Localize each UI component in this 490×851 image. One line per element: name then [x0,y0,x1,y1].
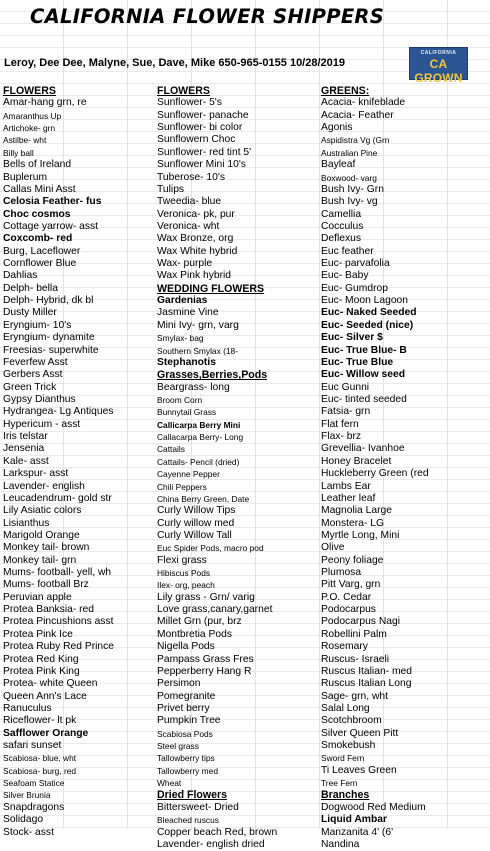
list-item: Leucadendrum- gold str [3,492,112,504]
list-item: Larkspur- asst [3,468,69,480]
list-item: Riceflower- lt pk [3,715,77,727]
list-item: Jasmine Vine [157,307,219,319]
list-item: Iris telstar [3,431,48,443]
list-item: Deflexus [321,233,362,245]
list-item: Astilbe- wht [3,135,47,146]
list-item: Eryngium- 10's [3,319,72,331]
list-item: Callicarpa Berry Mini [157,419,241,430]
list-item: Silver Brunia [3,790,51,801]
list-item: Scabiosa Pods [157,728,213,739]
list-item: Flat fern [321,418,359,430]
section-heading: FLOWERS [3,85,56,97]
list-item: Bittersweet- Dried [157,801,239,813]
list-item: Wax- purple [157,258,213,270]
list-item: Smylax- bag [157,333,204,344]
list-item: Scabiosa- blue, wht [3,753,77,764]
list-item: Liquid Ambar [321,814,387,826]
list-item: Cattails- Pencil (dried) [157,456,240,467]
list-item: Smokebush [321,740,376,752]
list-item: Nigella Pods [157,641,215,653]
list-item: Stephanotis [157,356,216,368]
list-item: Cattails [157,444,185,455]
list-item: Steel grass [157,741,199,752]
list-item: Bunnytail Grass [157,407,217,418]
list-item: Euc Gunni [321,381,370,393]
list-item: Cocculus [321,220,364,232]
list-item: Scabiosa- burg, red [3,765,77,776]
list-item: Montbretia Pods [157,628,232,640]
list-item: Freesias- superwhite [3,344,99,356]
list-item: Ruscus Italian Long [321,678,412,690]
list-item: Sage- grn, wht [321,690,388,702]
list-item: Protea Banksia- red [3,604,95,616]
logo-top-text: CALIFORNIA [420,50,457,56]
list-item: China Berry Green, Date [157,493,250,504]
list-item: Gerbers Asst [3,369,63,381]
list-item: Pepperberry Hang R [157,665,252,677]
list-item: Euc- Seeded (nice) [321,319,414,331]
list-item: Euc- True Blue [321,356,394,368]
list-item: Tree Fern [321,778,358,789]
list-item: Billy ball [3,147,34,158]
list-item: Persimon [157,678,201,690]
list-item: Acacia- Feather [321,109,394,121]
list-item: Kale- asst [3,455,49,467]
list-item: Stock- asst [3,826,54,838]
list-item: Snapdragons [3,801,65,813]
list-item: Euc- Gumdrop [321,282,388,294]
section-heading: WEDDING FLOWERS [157,282,265,295]
list-item: Wheat [157,778,182,789]
list-item: Jensenia [3,443,45,455]
list-item: Flexi grass [157,554,207,566]
list-item: Gypsy Dianthus [3,393,76,405]
list-item: Pomegranite [157,690,216,702]
list-item: Callacarpa Berry- Long [157,432,244,443]
list-item: Monstera- LG [321,517,384,529]
list-item: Rosemary [321,641,368,653]
list-item: Protea Pink Ice [3,628,73,640]
list-item: Salal Long [321,702,370,714]
list-item: Plumosa [321,567,362,579]
list-item: Protea- white Queen [3,678,98,690]
list-item: Tweedia- blue [157,196,222,208]
list-item: Dahlias [3,270,38,282]
list-item: Euc feather [321,245,374,257]
list-item: Delph- Hybrid, dk bl [3,295,94,307]
list-item: Lily grass - Grn/ varig [157,591,255,603]
list-item: Olive [321,542,345,554]
list-item: Tallowberry med [157,765,218,776]
list-item: Euc- Willow seed [321,369,406,381]
list-item: Euc Spider Pods, macro pod [157,543,264,554]
page-title: CALIFORNIA FLOWER SHIPPERS [30,5,385,28]
list-item: Privet berry [157,702,210,714]
list-item: Huckleberry Green (red [321,468,429,480]
column-flowers [3,85,161,839]
list-item: Veronica- pk, pur [157,208,235,220]
list-item: Scotchbroom [321,715,382,727]
list-item: Marigold Orange [3,529,80,541]
list-item: Leather leaf [321,492,376,504]
list-item: Millet Grn (pur, brz [157,616,242,628]
list-item: Artichoke- grn [3,123,56,134]
list-item: Solidago [3,814,44,826]
list-item: Sunflower- red tint 5' [157,146,252,158]
list-item: Choc cosmos [3,208,71,220]
list-item: Pitt Varg, grn [321,579,381,591]
list-item: Cottage yarrow- asst [3,220,98,232]
column-greens-branches [321,85,479,851]
list-item: Queen Ann's Lace [3,690,87,702]
list-item: Camellia [321,208,362,220]
list-item: Sunflower- panache [157,109,249,121]
list-item: Silver Queen Pitt [321,727,399,739]
list-item: Lambs Ear [321,480,371,492]
list-item: Protea Ruby Red Prince [3,641,115,653]
list-item: Coxcomb- red [3,233,73,245]
section-heading: Grasses,Berries,Pods [157,369,268,382]
list-item: Beargrass- long [157,381,230,393]
list-item: Hypericum - asst [3,418,81,430]
list-item: Euc- True Blue- B [321,344,407,356]
list-item: Euc- tinted seeded [321,393,407,405]
list-item: Peruvian apple [3,591,72,603]
list-item: Boxwood- varg [321,172,377,183]
list-item: Buplerum [3,171,48,183]
list-item: Wax Pink hybrid [157,270,232,282]
list-item: Cayenne Pepper [157,469,220,480]
list-item: Callas Mini Asst [3,183,76,195]
list-item: Hydrangea- Lg Antiques [3,406,114,418]
list-item: Nandina [321,838,360,850]
logo-main-text: CA GROWN [414,57,463,85]
list-item: Ranuculus [3,702,52,714]
list-item: Amar-hang grn, re [3,97,87,109]
list-item: Eryngium- dynamite [3,332,95,344]
list-item: Euc- Naked Seeded [321,307,417,319]
list-item: Delph- bella [3,282,58,294]
contact-line: Leroy, Dee Dee, Malyne, Sue, Dave, Mike 650-965-0155 10/28/2019 [4,57,345,69]
list-item: Tulips [157,183,185,195]
list-item: Feverfew Asst [3,356,68,368]
list-item: Ruscus Italian- med [321,665,412,677]
list-item: Bush Ivy- vg [321,196,378,208]
list-item: Aspidistra Vg (Grn [321,135,390,146]
list-item: Amaranthus Up [3,110,62,121]
list-item: Bleached ruscus [157,815,219,826]
list-item: Mums- football- yell, wh [3,567,112,579]
list-item: Celosia Feather- fus [3,196,102,208]
list-item: Lily Asiatic colors [3,505,82,517]
list-item: Sunflower Mini 10's [157,159,246,171]
list-item: Southern Smylax (18- [157,345,238,356]
list-item: Curly Willow Tips [157,505,236,517]
list-item: Chili Peppers [157,481,207,492]
list-item: Seafoam Statice [3,778,65,789]
list-item: Sunflowern Choc [157,134,236,146]
list-item: Magnolia Large [321,505,392,517]
list-item: Bush Ivy- Grn [321,183,384,195]
list-item: Fatsia- grn [321,406,371,418]
list-item: Curly willow med [157,517,235,529]
list-item: Acacia- knifeblade [321,97,406,109]
list-item: Protea Pincushions asst [3,616,114,628]
list-item: Dusty Miller [3,307,57,319]
list-item: Robellini Palm [321,628,387,640]
list-item: Euc- Silver $ [321,332,383,344]
list-item: Monkey tail- brown [3,542,90,554]
list-item: Monkey tail- grn [3,554,77,566]
list-item: Grevellia- Ivanhoe [321,443,405,455]
list-item: Protea Pink King [3,665,80,677]
section-heading: GREENS: [321,85,370,97]
list-item: Sunflower- bi color [157,122,243,134]
list-item: Euc- parvafolia [321,258,390,270]
list-item: Podocarpus [321,604,376,616]
list-item: Euc- Baby [321,270,369,282]
list-item: Honey Bracelet [321,455,392,467]
list-item: Mini Ivy- grn, varg [157,319,239,331]
list-item: Curly Willow Tall [157,529,232,541]
list-item: Lisianthus [3,517,50,529]
list-item: Sunflower- 5's [157,97,222,109]
list-item: Sword Fern [321,753,365,764]
list-item: Protea Red King [3,653,79,665]
list-item: Euc- Moon Lagoon [321,295,409,307]
list-item: Mums- football Brz [3,579,89,591]
list-item: Myrtle Long, Mini [321,529,400,541]
list-item: P.O. Cedar [321,591,372,603]
list-item: Wax White hybrid [157,245,238,257]
list-item: Gardenias [157,295,208,307]
section-heading: Dried Flowers [157,789,228,802]
list-item: Copper beach Red, brown [157,826,278,838]
list-item: Ruscus- Israeli [321,653,390,665]
section-heading: Branches [321,789,370,802]
list-item: Love grass,canary,garnet [157,604,273,616]
list-item: Safflower Orange [3,727,89,739]
section-heading: FLOWERS [157,85,210,97]
list-item: Lavender- english [3,480,85,492]
column-flowers-wedding-grasses [157,85,315,851]
list-item: Cornflower Blue [3,258,77,270]
list-item: Pampass Grass Fres [157,653,254,665]
list-item: Podocarpus Nagi [321,616,400,628]
list-item: Ti Leaves Green [321,764,397,776]
list-item: Bells of Ireland [3,159,72,171]
list-item: Pumpkin Tree [157,715,221,727]
list-item: Veronica- wht [157,220,220,232]
list-item: Manzanita 4' (6' [321,826,394,838]
list-item: Australian Pine [321,147,378,158]
list-item: Peony foliage [321,554,384,566]
list-item: safari sunset [3,740,62,752]
ca-grown-logo [409,47,468,85]
list-item: Flax- brz [321,431,362,443]
list-item: Dogwood Red Medium [321,801,426,813]
list-item: Broom Corn [157,394,203,405]
list-item: Green Trick [3,381,57,393]
list-item: Tuberose- 10's [157,171,225,183]
list-item: Bayleaf [321,159,356,171]
list-item: Tallowberry tips [157,753,215,764]
list-item: Lavender- english dried [157,838,265,850]
list-item: Burg, Laceflower [3,245,81,257]
list-item: Agonis [321,122,353,134]
list-item: Ilex- org, peach [157,580,215,591]
list-item: Hibiscus Pods [157,568,211,579]
list-item: Wax Bronze, org [157,233,234,245]
